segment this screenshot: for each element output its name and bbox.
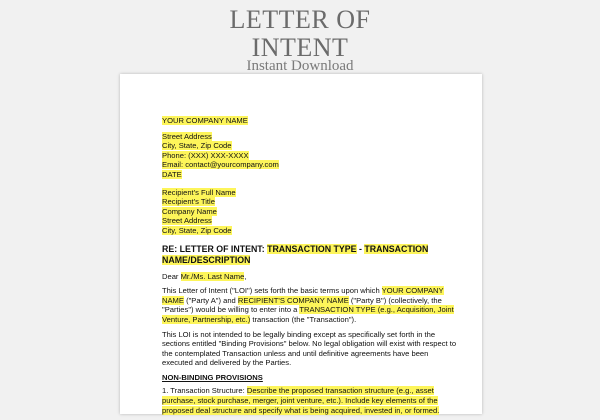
sender-date: DATE xyxy=(162,169,182,179)
subject-separator: - xyxy=(356,243,365,254)
sender-street: Street Address xyxy=(162,131,212,141)
party-a-name: YOUR COMPANY xyxy=(381,286,444,296)
section-heading: NON-BINDING PROVISIONS xyxy=(162,372,263,382)
section-item-1: 1. Transaction Structure: Describe the proposed transaction structure (e.g., asset purchase, stock purchase, merger, joint venture, etc.). Include key elements of the proposed deal structure and specify what is being acquired, invested in, or formed. xyxy=(162,386,440,415)
sender-phone: Phone: (XXX) XXX-XXXX xyxy=(162,150,249,160)
document-page xyxy=(120,74,482,414)
subject-type: TRANSACTION TYPE xyxy=(267,243,357,254)
salutation-name: Mr./Ms. Last Name xyxy=(180,271,245,281)
recipient-title: Recipient's Title xyxy=(162,197,215,207)
subject-name-part2: NAME/DESCRIPTION xyxy=(162,254,251,265)
banner-title-line2: INTENT xyxy=(251,33,349,62)
sender-city: City, State, Zip Code xyxy=(162,141,232,151)
sender-company: YOUR COMPANY NAME xyxy=(162,116,248,125)
recipient-company: Company Name xyxy=(162,206,217,216)
nonbinding-paragraph: This LOI is not intended to be legally binding except as specifically set forth in the sections entitled "Binding Provisions" below. No legal obligation will exist with respect to the contemplated Transaction unless and until definitive agreements have been executed and delivered by the Parties. xyxy=(162,329,457,368)
recipient-street: Street Address xyxy=(162,216,212,226)
recipient-city: City, State, Zip Code xyxy=(162,225,232,235)
recipient-block xyxy=(162,188,462,236)
subject-prefix: RE: LETTER OF INTENT: xyxy=(162,243,268,254)
banner-subtitle: Instant Download xyxy=(246,58,354,74)
transaction-type: TRANSACTION TYPE (e.g., Acquisition, Joint xyxy=(299,305,454,315)
intro-paragraph: This Letter of Intent ("LOI") sets forth the basic terms upon which YOUR COMPANY NAME ("Party A") and RECIPIENT'S COMPANY NAME ("Party B") (collectively, the "Parties") would be willing to enter into a TRANSACTION TYPE (e.g., Acquisition, Joint Venture, Partnership, etc.) transaction (the "Transaction"). xyxy=(162,286,454,324)
banner-title-line1: LETTER OF xyxy=(229,5,371,34)
document-body xyxy=(162,116,462,420)
salutation: Dear Mr./Ms. Last Name, xyxy=(162,271,247,281)
sender-email: Email: contact@yourcompany.com xyxy=(162,160,279,170)
subject-name-part1: TRANSACTION xyxy=(364,243,429,254)
party-b-name: RECIPIENT'S COMPANY NAME xyxy=(237,295,349,305)
sender-block xyxy=(162,116,462,180)
recipient-name: Recipient's Full Name xyxy=(162,187,236,197)
subject-line xyxy=(162,244,462,266)
